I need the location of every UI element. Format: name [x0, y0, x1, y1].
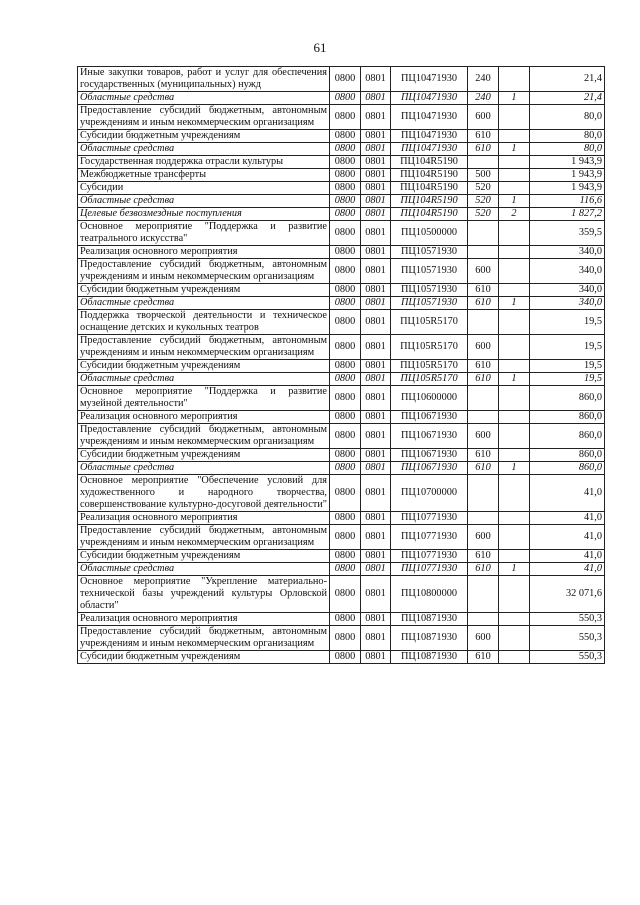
funding-source-cell	[499, 386, 530, 411]
amount-cell: 359,5	[530, 221, 605, 246]
amount-cell: 21,4	[530, 92, 605, 105]
section-code-cell: 0800	[330, 449, 361, 462]
section-code-cell: 0800	[330, 563, 361, 576]
subsection-code-cell: 0801	[361, 182, 391, 195]
funding-source-cell	[499, 67, 530, 92]
table-row	[78, 651, 605, 664]
row-name-cell: Субсидии бюджетным учреждениям	[78, 284, 330, 297]
subsection-code-cell: 0801	[361, 525, 391, 550]
subsection-code-cell: 0801	[361, 373, 391, 386]
target-article-cell: ПЦ10871930	[391, 626, 468, 651]
amount-cell: 19,5	[530, 373, 605, 386]
target-article-cell: ПЦ10800000	[391, 576, 468, 613]
subsection-code-cell: 0801	[361, 449, 391, 462]
funding-source-cell	[499, 651, 530, 664]
amount-cell: 860,0	[530, 449, 605, 462]
row-name-cell: Областные средства	[78, 563, 330, 576]
section-code-cell: 0800	[330, 512, 361, 525]
section-code-cell: 0800	[330, 411, 361, 424]
subsection-code-cell: 0801	[361, 475, 391, 512]
section-code-cell: 0800	[330, 92, 361, 105]
row-name-cell: Субсидии бюджетным учреждениям	[78, 130, 330, 143]
expense-type-cell	[468, 613, 499, 626]
table-row	[78, 626, 605, 651]
row-name-cell: Поддержка творческой деятельности и техническое оснащение детских и кукольных театров	[78, 310, 330, 335]
amount-cell: 19,5	[530, 310, 605, 335]
table-row	[78, 156, 605, 169]
table-row	[78, 335, 605, 360]
funding-source-cell	[499, 182, 530, 195]
row-name-cell: Реализация основного мероприятия	[78, 613, 330, 626]
funding-source-cell: 1	[499, 195, 530, 208]
section-code-cell: 0800	[330, 143, 361, 156]
target-article-cell: ПЦ10771930	[391, 563, 468, 576]
target-article-cell: ПЦ10500000	[391, 221, 468, 246]
table-row	[78, 221, 605, 246]
table-row	[78, 512, 605, 525]
section-code-cell: 0800	[330, 373, 361, 386]
target-article-cell: ПЦ10671930	[391, 411, 468, 424]
table-row	[78, 130, 605, 143]
section-code-cell: 0800	[330, 386, 361, 411]
section-code-cell: 0800	[330, 284, 361, 297]
amount-cell: 1 943,9	[530, 156, 605, 169]
table-row	[78, 462, 605, 475]
expense-type-cell	[468, 576, 499, 613]
funding-source-cell: 2	[499, 208, 530, 221]
funding-source-cell: 1	[499, 92, 530, 105]
subsection-code-cell: 0801	[361, 105, 391, 130]
amount-cell: 19,5	[530, 360, 605, 373]
expense-type-cell	[468, 411, 499, 424]
amount-cell: 550,3	[530, 651, 605, 664]
amount-cell: 41,0	[530, 550, 605, 563]
target-article-cell: ПЦ105R5170	[391, 373, 468, 386]
funding-source-cell	[499, 475, 530, 512]
section-code-cell: 0800	[330, 613, 361, 626]
funding-source-cell	[499, 626, 530, 651]
amount-cell: 1 827,2	[530, 208, 605, 221]
amount-cell: 116,6	[530, 195, 605, 208]
section-code-cell: 0800	[330, 335, 361, 360]
expense-type-cell: 240	[468, 92, 499, 105]
row-name-cell: Субсидии	[78, 182, 330, 195]
funding-source-cell	[499, 105, 530, 130]
subsection-code-cell: 0801	[361, 221, 391, 246]
expense-type-cell: 610	[468, 297, 499, 310]
row-name-cell: Межбюджетные трансферты	[78, 169, 330, 182]
table-row	[78, 246, 605, 259]
amount-cell: 80,0	[530, 105, 605, 130]
table-row	[78, 143, 605, 156]
table-row	[78, 284, 605, 297]
row-name-cell: Основное мероприятие "Укрепление материально-технической базы учреждений культуры Орловской области"	[78, 576, 330, 613]
expense-type-cell: 520	[468, 182, 499, 195]
target-article-cell: ПЦ10771930	[391, 525, 468, 550]
row-name-cell: Областные средства	[78, 92, 330, 105]
subsection-code-cell: 0801	[361, 512, 391, 525]
row-name-cell: Государственная поддержка отрасли культуры	[78, 156, 330, 169]
funding-source-cell	[499, 424, 530, 449]
funding-source-cell	[499, 335, 530, 360]
subsection-code-cell: 0801	[361, 297, 391, 310]
section-code-cell: 0800	[330, 525, 361, 550]
amount-cell: 1 943,9	[530, 169, 605, 182]
subsection-code-cell: 0801	[361, 156, 391, 169]
amount-cell: 340,0	[530, 297, 605, 310]
section-code-cell: 0800	[330, 169, 361, 182]
funding-source-cell	[499, 169, 530, 182]
expense-type-cell	[468, 221, 499, 246]
row-name-cell: Реализация основного мероприятия	[78, 512, 330, 525]
row-name-cell: Реализация основного мероприятия	[78, 411, 330, 424]
row-name-cell: Областные средства	[78, 143, 330, 156]
expense-type-cell: 610	[468, 651, 499, 664]
expense-type-cell	[468, 475, 499, 512]
expense-type-cell: 610	[468, 360, 499, 373]
target-article-cell: ПЦ10571930	[391, 297, 468, 310]
row-name-cell: Предоставление субсидий бюджетным, автономным учреждениям и иным некоммерческим организациям	[78, 525, 330, 550]
table-row	[78, 525, 605, 550]
target-article-cell: ПЦ10671930	[391, 462, 468, 475]
subsection-code-cell: 0801	[361, 360, 391, 373]
row-name-cell: Основное мероприятие "Поддержка и развитие театрального искусства"	[78, 221, 330, 246]
amount-cell: 41,0	[530, 525, 605, 550]
section-code-cell: 0800	[330, 67, 361, 92]
section-code-cell: 0800	[330, 105, 361, 130]
expense-type-cell: 610	[468, 373, 499, 386]
subsection-code-cell: 0801	[361, 424, 391, 449]
subsection-code-cell: 0801	[361, 195, 391, 208]
target-article-cell: ПЦ10471930	[391, 92, 468, 105]
table-row	[78, 613, 605, 626]
target-article-cell: ПЦ104R5190	[391, 182, 468, 195]
row-name-cell: Основное мероприятие "Обеспечение условий для художественного и народного творчества, совершенствование культурно-досуговой деятельности"	[78, 475, 330, 512]
row-name-cell: Областные средства	[78, 195, 330, 208]
section-code-cell: 0800	[330, 651, 361, 664]
subsection-code-cell: 0801	[361, 651, 391, 664]
funding-source-cell	[499, 156, 530, 169]
expense-type-cell	[468, 386, 499, 411]
funding-source-cell	[499, 525, 530, 550]
section-code-cell: 0800	[330, 221, 361, 246]
row-name-cell: Предоставление субсидий бюджетным, автономным учреждениям и иным некоммерческим организациям	[78, 424, 330, 449]
subsection-code-cell: 0801	[361, 92, 391, 105]
subsection-code-cell: 0801	[361, 284, 391, 297]
target-article-cell: ПЦ104R5190	[391, 195, 468, 208]
section-code-cell: 0800	[330, 360, 361, 373]
amount-cell: 21,4	[530, 67, 605, 92]
row-name-cell: Областные средства	[78, 373, 330, 386]
funding-source-cell	[499, 284, 530, 297]
target-article-cell: ПЦ10571930	[391, 259, 468, 284]
expense-type-cell	[468, 512, 499, 525]
amount-cell: 1 943,9	[530, 182, 605, 195]
row-name-cell: Предоставление субсидий бюджетным, автономным учреждениям и иным некоммерческим организациям	[78, 105, 330, 130]
table-row	[78, 105, 605, 130]
target-article-cell: ПЦ104R5190	[391, 169, 468, 182]
section-code-cell: 0800	[330, 462, 361, 475]
table-row	[78, 550, 605, 563]
subsection-code-cell: 0801	[361, 550, 391, 563]
section-code-cell: 0800	[330, 208, 361, 221]
target-article-cell: ПЦ10471930	[391, 67, 468, 92]
funding-source-cell	[499, 449, 530, 462]
amount-cell: 340,0	[530, 284, 605, 297]
funding-source-cell	[499, 259, 530, 284]
amount-cell: 550,3	[530, 626, 605, 651]
target-article-cell: ПЦ10700000	[391, 475, 468, 512]
table-row	[78, 182, 605, 195]
expense-type-cell	[468, 310, 499, 335]
section-code-cell: 0800	[330, 259, 361, 284]
expense-type-cell: 520	[468, 208, 499, 221]
amount-cell: 860,0	[530, 411, 605, 424]
section-code-cell: 0800	[330, 424, 361, 449]
expense-type-cell	[468, 246, 499, 259]
funding-source-cell: 1	[499, 563, 530, 576]
target-article-cell: ПЦ104R5190	[391, 208, 468, 221]
expense-type-cell: 600	[468, 424, 499, 449]
expense-type-cell: 610	[468, 284, 499, 297]
row-name-cell: Предоставление субсидий бюджетным, автономным учреждениям и иным некоммерческим организациям	[78, 259, 330, 284]
row-name-cell: Субсидии бюджетным учреждениям	[78, 550, 330, 563]
target-article-cell: ПЦ10871930	[391, 651, 468, 664]
target-article-cell: ПЦ10571930	[391, 246, 468, 259]
expense-type-cell: 600	[468, 335, 499, 360]
subsection-code-cell: 0801	[361, 67, 391, 92]
expense-type-cell: 610	[468, 449, 499, 462]
subsection-code-cell: 0801	[361, 208, 391, 221]
subsection-code-cell: 0801	[361, 130, 391, 143]
subsection-code-cell: 0801	[361, 613, 391, 626]
row-name-cell: Реализация основного мероприятия	[78, 246, 330, 259]
target-article-cell: ПЦ10771930	[391, 512, 468, 525]
page-number: 61	[313, 40, 327, 55]
target-article-cell: ПЦ10471930	[391, 143, 468, 156]
target-article-cell: ПЦ10471930	[391, 130, 468, 143]
expense-type-cell	[468, 156, 499, 169]
section-code-cell: 0800	[330, 156, 361, 169]
expense-type-cell: 600	[468, 626, 499, 651]
funding-source-cell	[499, 310, 530, 335]
amount-cell: 860,0	[530, 462, 605, 475]
table-body	[78, 67, 605, 664]
target-article-cell: ПЦ10471930	[391, 105, 468, 130]
expense-type-cell: 600	[468, 105, 499, 130]
expense-type-cell: 610	[468, 143, 499, 156]
row-name-cell: Иные закупки товаров, работ и услуг для обеспечения государственных (муниципальных) нужд	[78, 67, 330, 92]
funding-source-cell	[499, 246, 530, 259]
amount-cell: 41,0	[530, 475, 605, 512]
section-code-cell: 0800	[330, 182, 361, 195]
funding-source-cell: 1	[499, 143, 530, 156]
table-row	[78, 563, 605, 576]
subsection-code-cell: 0801	[361, 143, 391, 156]
subsection-code-cell: 0801	[361, 576, 391, 613]
subsection-code-cell: 0801	[361, 259, 391, 284]
subsection-code-cell: 0801	[361, 563, 391, 576]
table-row	[78, 259, 605, 284]
amount-cell: 41,0	[530, 512, 605, 525]
amount-cell: 860,0	[530, 386, 605, 411]
expense-type-cell: 240	[468, 67, 499, 92]
funding-source-cell	[499, 221, 530, 246]
expense-type-cell: 600	[468, 525, 499, 550]
table-row	[78, 195, 605, 208]
target-article-cell: ПЦ104R5190	[391, 156, 468, 169]
funding-source-cell	[499, 130, 530, 143]
expense-type-cell: 610	[468, 550, 499, 563]
section-code-cell: 0800	[330, 130, 361, 143]
subsection-code-cell: 0801	[361, 386, 391, 411]
section-code-cell: 0800	[330, 297, 361, 310]
amount-cell: 340,0	[530, 246, 605, 259]
row-name-cell: Областные средства	[78, 462, 330, 475]
table-row	[78, 475, 605, 512]
section-code-cell: 0800	[330, 550, 361, 563]
row-name-cell: Субсидии бюджетным учреждениям	[78, 360, 330, 373]
target-article-cell: ПЦ105R5170	[391, 310, 468, 335]
subsection-code-cell: 0801	[361, 310, 391, 335]
funding-source-cell	[499, 613, 530, 626]
table-row	[78, 169, 605, 182]
amount-cell: 550,3	[530, 613, 605, 626]
funding-source-cell	[499, 512, 530, 525]
row-name-cell: Предоставление субсидий бюджетным, автономным учреждениям и иным некоммерческим организациям	[78, 626, 330, 651]
amount-cell: 80,0	[530, 130, 605, 143]
amount-cell: 80,0	[530, 143, 605, 156]
budget-table	[77, 66, 605, 664]
subsection-code-cell: 0801	[361, 626, 391, 651]
section-code-cell: 0800	[330, 626, 361, 651]
section-code-cell: 0800	[330, 246, 361, 259]
section-code-cell: 0800	[330, 475, 361, 512]
subsection-code-cell: 0801	[361, 411, 391, 424]
funding-source-cell: 1	[499, 297, 530, 310]
table-row	[78, 208, 605, 221]
amount-cell: 41,0	[530, 563, 605, 576]
expense-type-cell: 610	[468, 130, 499, 143]
row-name-cell: Областные средства	[78, 297, 330, 310]
table-row	[78, 92, 605, 105]
target-article-cell: ПЦ10600000	[391, 386, 468, 411]
table-row	[78, 297, 605, 310]
expense-type-cell: 520	[468, 195, 499, 208]
expense-type-cell: 600	[468, 259, 499, 284]
target-article-cell: ПЦ10771930	[391, 550, 468, 563]
table-row	[78, 424, 605, 449]
expense-type-cell: 610	[468, 462, 499, 475]
target-article-cell: ПЦ105R5170	[391, 360, 468, 373]
target-article-cell: ПЦ10571930	[391, 284, 468, 297]
target-article-cell: ПЦ10671930	[391, 449, 468, 462]
subsection-code-cell: 0801	[361, 169, 391, 182]
section-code-cell: 0800	[330, 310, 361, 335]
amount-cell: 860,0	[530, 424, 605, 449]
target-article-cell: ПЦ10871930	[391, 613, 468, 626]
table-row	[78, 67, 605, 92]
table-row	[78, 411, 605, 424]
table-row	[78, 373, 605, 386]
row-name-cell: Основное мероприятие "Поддержка и развитие музейной деятельности"	[78, 386, 330, 411]
expense-type-cell: 500	[468, 169, 499, 182]
funding-source-cell	[499, 550, 530, 563]
target-article-cell: ПЦ10671930	[391, 424, 468, 449]
table-row	[78, 386, 605, 411]
row-name-cell: Субсидии бюджетным учреждениям	[78, 449, 330, 462]
amount-cell: 19,5	[530, 335, 605, 360]
target-article-cell: ПЦ105R5170	[391, 335, 468, 360]
row-name-cell: Целевые безвозмездные поступления	[78, 208, 330, 221]
amount-cell: 32 071,6	[530, 576, 605, 613]
table-row	[78, 310, 605, 335]
row-name-cell: Субсидии бюджетным учреждениям	[78, 651, 330, 664]
table-row	[78, 360, 605, 373]
subsection-code-cell: 0801	[361, 462, 391, 475]
table-row	[78, 449, 605, 462]
table-row	[78, 576, 605, 613]
section-code-cell: 0800	[330, 576, 361, 613]
funding-source-cell	[499, 360, 530, 373]
expense-type-cell: 610	[468, 563, 499, 576]
funding-source-cell	[499, 576, 530, 613]
section-code-cell: 0800	[330, 195, 361, 208]
funding-source-cell: 1	[499, 462, 530, 475]
row-name-cell: Предоставление субсидий бюджетным, автономным учреждениям и иным некоммерческим организациям	[78, 335, 330, 360]
amount-cell: 340,0	[530, 259, 605, 284]
funding-source-cell	[499, 411, 530, 424]
subsection-code-cell: 0801	[361, 246, 391, 259]
subsection-code-cell: 0801	[361, 335, 391, 360]
funding-source-cell: 1	[499, 373, 530, 386]
